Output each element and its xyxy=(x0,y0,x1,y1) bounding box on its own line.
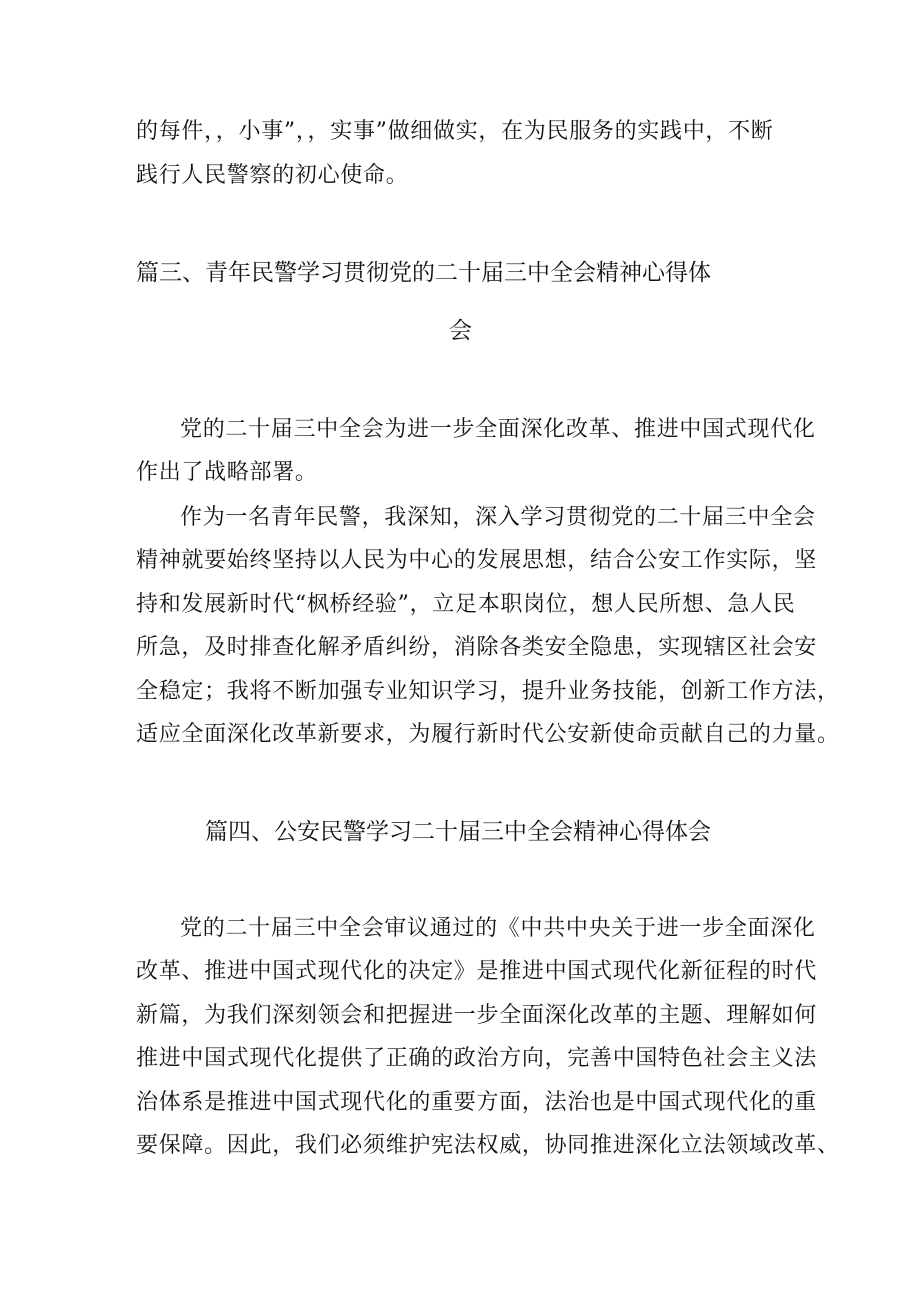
body-text-line: 新篇，为我们深刻领会和把握进一步全面深化改革的主题、理解如何 xyxy=(136,1003,818,1028)
body-text-line: 推进中国式现代化提供了正确的政治方向，完善中国特色社会主义法 xyxy=(136,1046,818,1071)
section-3-title: 篇三、青年民警学习贯彻党的二十届三中全会精神心得体 xyxy=(136,260,711,286)
body-text-line: 作出了战略部署。 xyxy=(136,460,318,485)
body-text-line: 作为一名青年民警，我深知，深入学习贯彻党的二十届三中全会 xyxy=(180,505,816,530)
body-text-line: 党的二十届三中全会审议通过的《中共中央关于进一步全面深化 xyxy=(180,916,816,941)
body-text-line: 践行人民警察的初心使命。 xyxy=(136,163,409,188)
body-text-line: 的每件，，小事”，，实事”做细做实，在为民服务的实践中，不断 xyxy=(136,119,774,144)
body-text-line: 改革、推进中国式现代化的决定》是推进中国式现代化新征程的时代 xyxy=(136,959,818,984)
body-text-line: 治体系是推进中国式现代化的重要方面，法治也是中国式现代化的重 xyxy=(136,1090,818,1115)
body-text-line: 全稳定；我将不断加强专业知识学习，提升业务技能，创新工作方法， xyxy=(136,679,840,704)
section-4-title: 篇四、公安民警学习二十届三中全会精神心得体会 xyxy=(205,819,711,845)
body-text-line: 持和发展新时代“枫桥经验”，立足本职岗位，想人民所想、急人民 xyxy=(136,592,796,617)
body-text-line: 适应全面深化改革新要求，为履行新时代公安新使命贡献自己的力量。 xyxy=(136,722,840,747)
section-3-title-continued: 会 xyxy=(449,318,472,344)
body-text-line: 所急，及时排查化解矛盾纠纷，消除各类安全隐患，实现辖区社会安 xyxy=(136,635,818,660)
body-text-line: 要保障。因此，我们必须维护宪法权威，协同推进深化立法领域改革、 xyxy=(136,1133,840,1158)
body-text-line: 党的二十届三中全会为进一步全面深化改革、推进中国式现代化 xyxy=(180,417,816,442)
body-text-line: 精神就要始终坚持以人民为中心的发展思想，结合公安工作实际，坚 xyxy=(136,548,818,573)
